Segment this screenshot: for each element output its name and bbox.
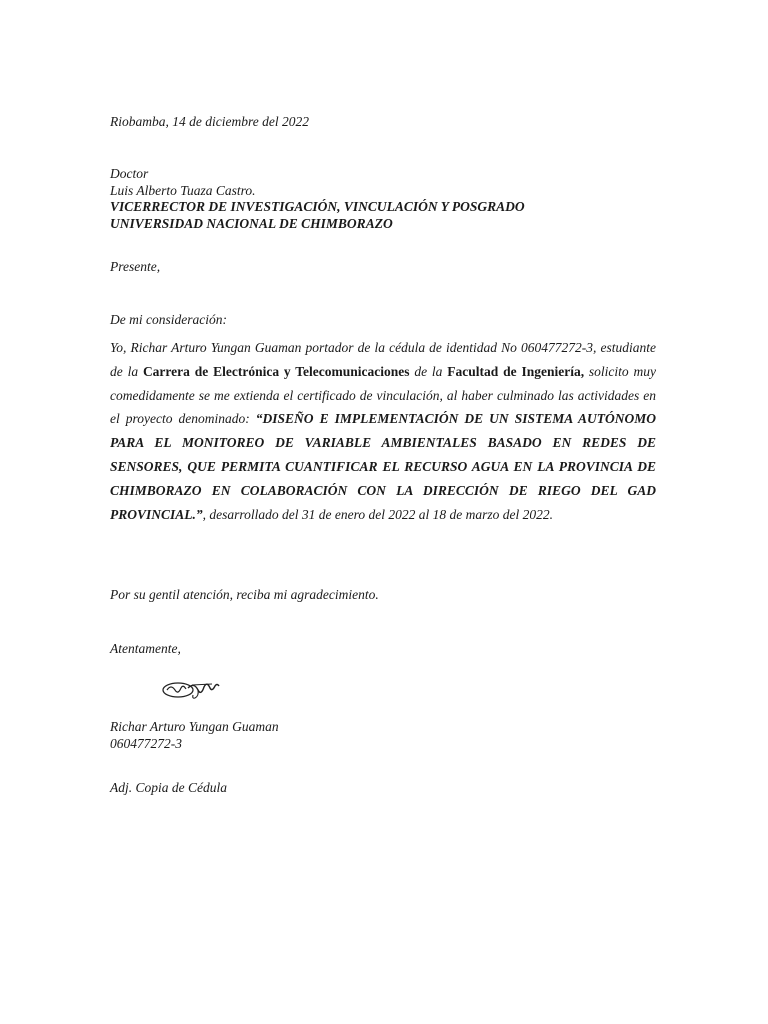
- recipient-institution: UNIVERSIDAD NACIONAL DE CHIMBORAZO: [110, 216, 393, 231]
- closing-line: Por su gentil atención, reciba mi agradecimiento.: [110, 587, 379, 602]
- letter-body: [110, 336, 656, 526]
- salutation: De mi consideración:: [110, 312, 227, 327]
- signer-name: Richar Arturo Yungan Guaman: [110, 719, 279, 734]
- signer-id: 060477272-3: [110, 736, 182, 751]
- body-intro: Yo, Richar Arturo Yungan Guaman portador de la cédula de identidad No 060477272-3, estudiante de la: [110, 340, 656, 379]
- body-connector: de la: [409, 363, 448, 379]
- career-name: Carrera de Electrónica y Telecomunicaciones: [142, 363, 410, 379]
- date-line: Riobamba, 14 de diciembre del 2022: [110, 114, 309, 129]
- attachment-note: Adj. Copia de Cédula: [110, 780, 227, 795]
- recipient-name: Luis Alberto Tuaza Castro.: [110, 183, 256, 198]
- signature-image: [158, 676, 222, 702]
- greeting: Presente,: [110, 259, 161, 274]
- body-dates: , desarrollado del 31 de enero del 2022 al 18 de marzo del 2022.: [202, 506, 553, 522]
- faculty-name: Facultad de Ingeniería,: [447, 363, 585, 379]
- recipient-position: VICERRECTOR DE INVESTIGACIÓN, VINCULACIÓN Y POSGRADO: [110, 199, 525, 214]
- project-title: “DISEÑO E IMPLEMENTACIÓN DE UN SISTEMA AUTÓNOMO PARA EL MONITOREO DE VARIABLE AMBIENTALES BASADO EN REDES DE SENSORES, QUE PERMITA CUANTIFICAR EL RECURSO AGUA EN LA PROVINCIA DE CHIMBORAZO EN COLABORACIÓN CON LA DIRECCIÓN DE RIEGO DEL GAD PROVINCIAL.”: [110, 411, 656, 522]
- sign-off: Atentamente,: [110, 641, 181, 656]
- body-request: solicito muy comedidamente se me extienda el certificado de vinculación, al haber culminado las actividades en el proyecto denominado:: [110, 363, 656, 427]
- recipient-honorific: Doctor: [110, 166, 149, 181]
